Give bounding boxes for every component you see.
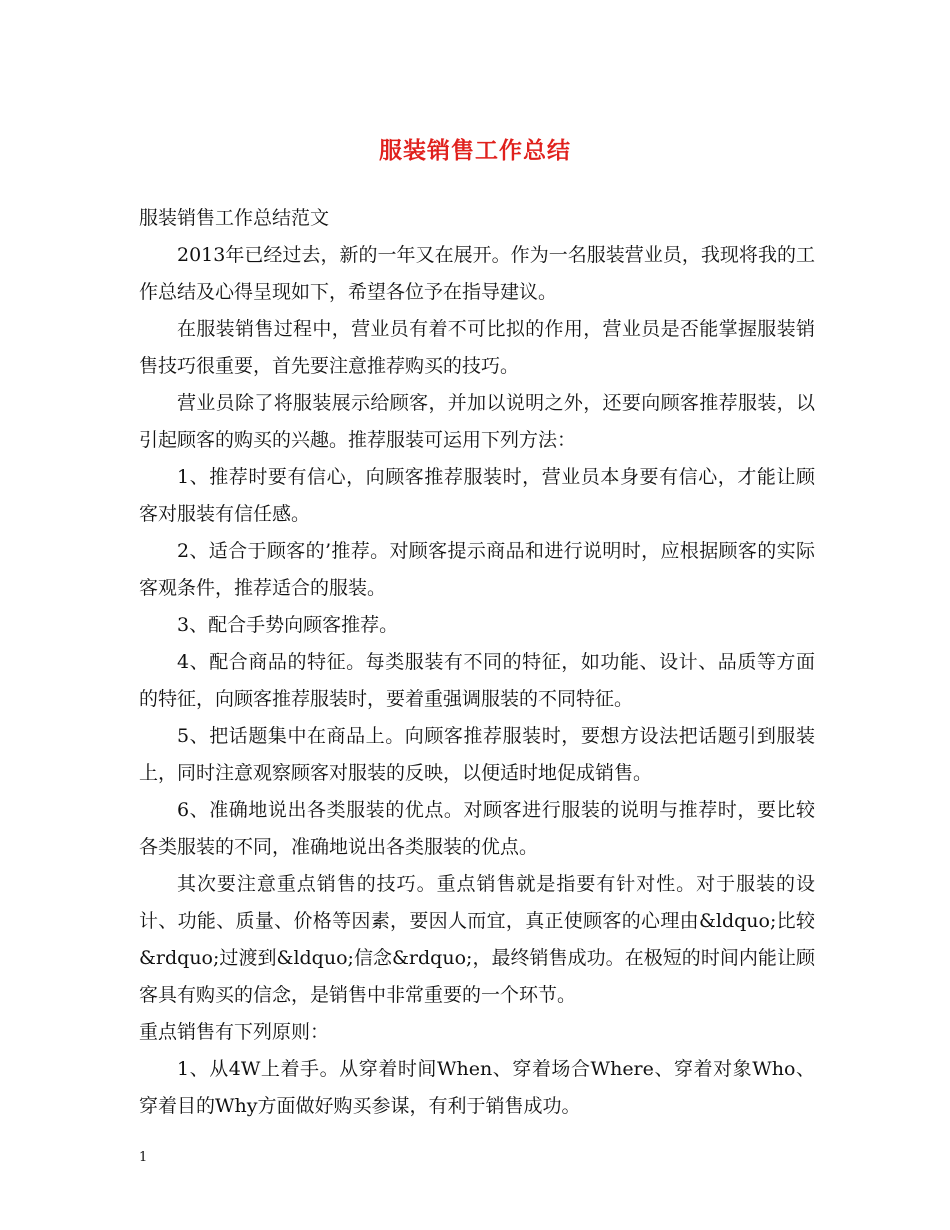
document-body <box>139 200 815 1125</box>
list-item: 1、推荐时要有信心，向顾客推荐服装时，营业员本身要有信心，才能让顾客对服装有信任感。 <box>139 466 815 525</box>
document-title: 服装销售工作总结 <box>379 137 571 164</box>
list-item: 3、配合手势向顾客推荐。 <box>177 614 399 636</box>
list-item: 1、从4W上着手。从穿着时间When、穿着场合Where、穿着对象Who、穿着目的Why方面做好购买参谋，有利于销售成功。 <box>139 1058 815 1117</box>
list-item: 2、适合于顾客的’推荐。对顾客提示商品和进行说明时，应根据顾客的实际客观条件，推荐适合的服装。 <box>139 540 815 599</box>
list-item: 5、把话题集中在商品上。向顾客推荐服装时，要想方设法把话题引到服装上，同时注意观察顾客对服装的反映，以便适时地促成销售。 <box>139 725 815 784</box>
page-number: 1 <box>139 1150 148 1165</box>
list-item: 6、准确地说出各类服装的优点。对顾客进行服装的说明与推荐时，要比较各类服装的不同，准确地说出各类服装的优点。 <box>139 799 815 858</box>
paragraph: 重点销售有下列原则： <box>139 1021 330 1043</box>
paragraph: 2013年已经过去，新的一年又在展开。作为一名服装营业员，我现将我的工作总结及心得呈现如下，希望各位予在指导建议。 <box>139 244 815 303</box>
document-subtitle: 服装销售工作总结范文 <box>139 207 330 229</box>
list-item: 4、配合商品的特征。每类服装有不同的特征，如功能、设计、品质等方面的特征，向顾客推荐服装时，要着重强调服装的不同特征。 <box>139 651 815 710</box>
paragraph: 营业员除了将服装展示给顾客，并加以说明之外，还要向顾客推荐服装，以引起顾客的购买的兴趣。推荐服装可运用下列方法： <box>139 392 815 451</box>
paragraph: 在服装销售过程中，营业员有着不可比拟的作用，营业员是否能掌握服装销售技巧很重要，首先要注意推荐购买的技巧。 <box>139 318 815 377</box>
paragraph: 其次要注意重点销售的技巧。重点销售就是指要有针对性。对于服装的设计、功能、质量、价格等因素，要因人而宜，真正使顾客的心理由&ldquo;比较&rdquo;过渡到&ldquo;信念&rdquo;，最终销售成功。在极短的时间内能让顾客具有购买的信念，是销售中非常重要的一个环节。 <box>139 873 815 1006</box>
